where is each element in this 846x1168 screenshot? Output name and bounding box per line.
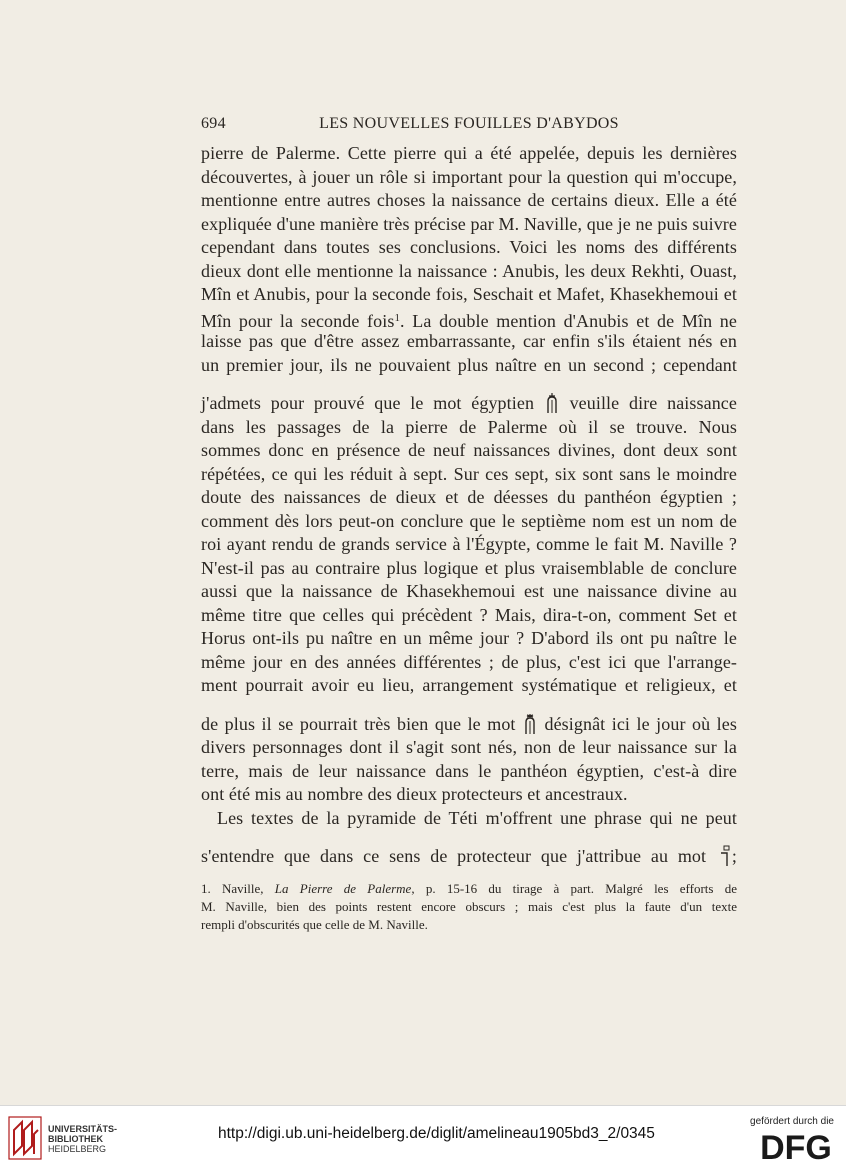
- footnote-line: [201, 880, 737, 898]
- footnote-reference: 1: [394, 311, 401, 324]
- text-segment: désignât ici le jour où les: [544, 713, 737, 734]
- text-line: dans les passages de la pierre de Palerme où il se trouve. Nous: [201, 416, 737, 437]
- text-segment: Mîn pour la seconde fois: [201, 310, 395, 331]
- text-line: [201, 392, 737, 416]
- text-line: doute des naissances de dieux et de déesses du panthéon égyptien ;: [201, 487, 737, 507]
- text-line: terre, mais de leur naissance dans le panthéon égyptien, c'est-à dire: [201, 760, 737, 781]
- cited-title: La Pierre de Palerme: [274, 881, 412, 896]
- funder-name: DFG: [760, 1129, 832, 1162]
- text-line: roi ayant rendu de grands service à l'Égypte, comme le fait M. Naville ?: [201, 534, 737, 554]
- university-library-logo-icon[interactable]: [8, 1116, 42, 1160]
- text-line: répétées, ce qui les réduit à sept. Sur ces sept, six sont sans le moindre: [201, 463, 737, 484]
- page-number: 694: [201, 115, 226, 132]
- text-line: comment dès lors peut-on conclure que le septième nom est un nom de: [201, 510, 737, 531]
- text-line: [201, 307, 737, 331]
- text-segment: 1. Naville,: [201, 881, 275, 896]
- text-line: pierre de Palerme. Cette pierre qui a été appelée, depuis les dernières: [201, 143, 737, 163]
- text-line: [201, 845, 737, 869]
- text-line: divers personnages dont il s'agit sont nés, non de leur naissance sur la: [201, 737, 737, 757]
- footnote-line: M. Naville, bien des points restent encore obscurs ; mais c'est plus la faute d'un texte: [201, 899, 737, 914]
- text-line: [201, 713, 737, 737]
- text-line: ment pourrait avoir eu lieu, arrangement systématique et religieux, et: [201, 675, 737, 695]
- hieroglyph-protector-icon: [718, 845, 730, 867]
- dfg-logo-icon[interactable]: [758, 1128, 834, 1162]
- hieroglyph-birth-icon: [546, 392, 558, 414]
- hieroglyph-birth-icon: [524, 713, 536, 735]
- text-line: cependant dans toutes ses conclusions. Voici les noms des différents: [201, 237, 737, 257]
- library-name-line: BIBLIOTHEK: [48, 1134, 103, 1144]
- running-title: LES NOUVELLES FOUILLES D'ABYDOS: [319, 115, 619, 132]
- permalink-url[interactable]: http://digi.ub.uni-heidelberg.de/diglit/amelineau1905bd3_2/0345: [218, 1125, 655, 1142]
- text-line: dieux dont elle mentionne la naissance : Anubis, les deux Rekhti, Ouast,: [201, 260, 737, 281]
- text-segment: , p. 15-16 du tirage à part. Malgré les efforts de: [411, 881, 737, 896]
- text-line: expliquée d'une manière très précise par M. Naville, que je ne puis suivre: [201, 213, 737, 234]
- text-segment: j'admets pour prouvé que le mot égyptien: [201, 393, 535, 413]
- text-segment: veuille dire naissance: [569, 393, 737, 413]
- text-line: même jour en des années différentes ; de plus, c'est ici que l'arrange-: [201, 651, 737, 672]
- library-name: [48, 1124, 117, 1154]
- footnotes: [201, 880, 737, 934]
- footnote-line: rempli d'obscurités que celle de M. Naville.: [201, 917, 428, 932]
- library-name-line: HEIDELBERG: [48, 1144, 107, 1154]
- text-line: ont été mis au nombre des dieux protecteurs et ancestraux.: [201, 784, 628, 804]
- text-line: laisse pas que d'être assez embarrassante, car enfin s'ils étaient nés en: [201, 331, 737, 351]
- library-name-line: UNIVERSITÄTS-: [48, 1124, 118, 1134]
- text-line: découvertes, à jouer un rôle si important pour la question qui m'occupe,: [201, 166, 737, 187]
- text-line: sommes donc en présence de neuf naissances divines, dont deux sont: [201, 440, 737, 460]
- text-line: N'est-il pas au contraire plus logique et plus vraisemblable de conclure: [201, 557, 737, 578]
- text-segment: s'entendre que dans ce sens de protecteur que j'attribue au mot: [201, 846, 707, 866]
- text-line: aussi que la naissance de Khasekhemoui est une naissance divine au: [201, 581, 737, 601]
- text-line: Les textes de la pyramide de Téti m'offrent une phrase qui ne peut: [217, 807, 737, 828]
- text-line: Horus ont-ils pu naître en un même jour ? D'abord ils ont pu naître le: [201, 628, 737, 648]
- text-line: mentionne entre autres choses la naissance de certains dieux. Elle a été: [201, 190, 737, 210]
- text-line: un premier jour, ils ne pouvaient plus naître en un second ; cependant: [201, 354, 737, 375]
- text-segment: de plus il se pourrait très bien que le mot: [201, 713, 516, 734]
- running-header: [201, 115, 737, 137]
- text-line: Mîn et Anubis, pour la seconde fois, Seschait et Mafet, Khasekhemoui et: [201, 284, 737, 304]
- text-line: même titre que celles qui précèdent ? Mais, dira-t-on, comment Set et: [201, 604, 737, 625]
- text-segment: ;: [731, 846, 737, 866]
- funding-label: gefördert durch die: [750, 1116, 834, 1127]
- text-segment: . La double mention d'Anubis et de Mîn ne: [400, 310, 737, 331]
- body-text: [201, 142, 737, 869]
- footer-bar: [0, 1105, 846, 1168]
